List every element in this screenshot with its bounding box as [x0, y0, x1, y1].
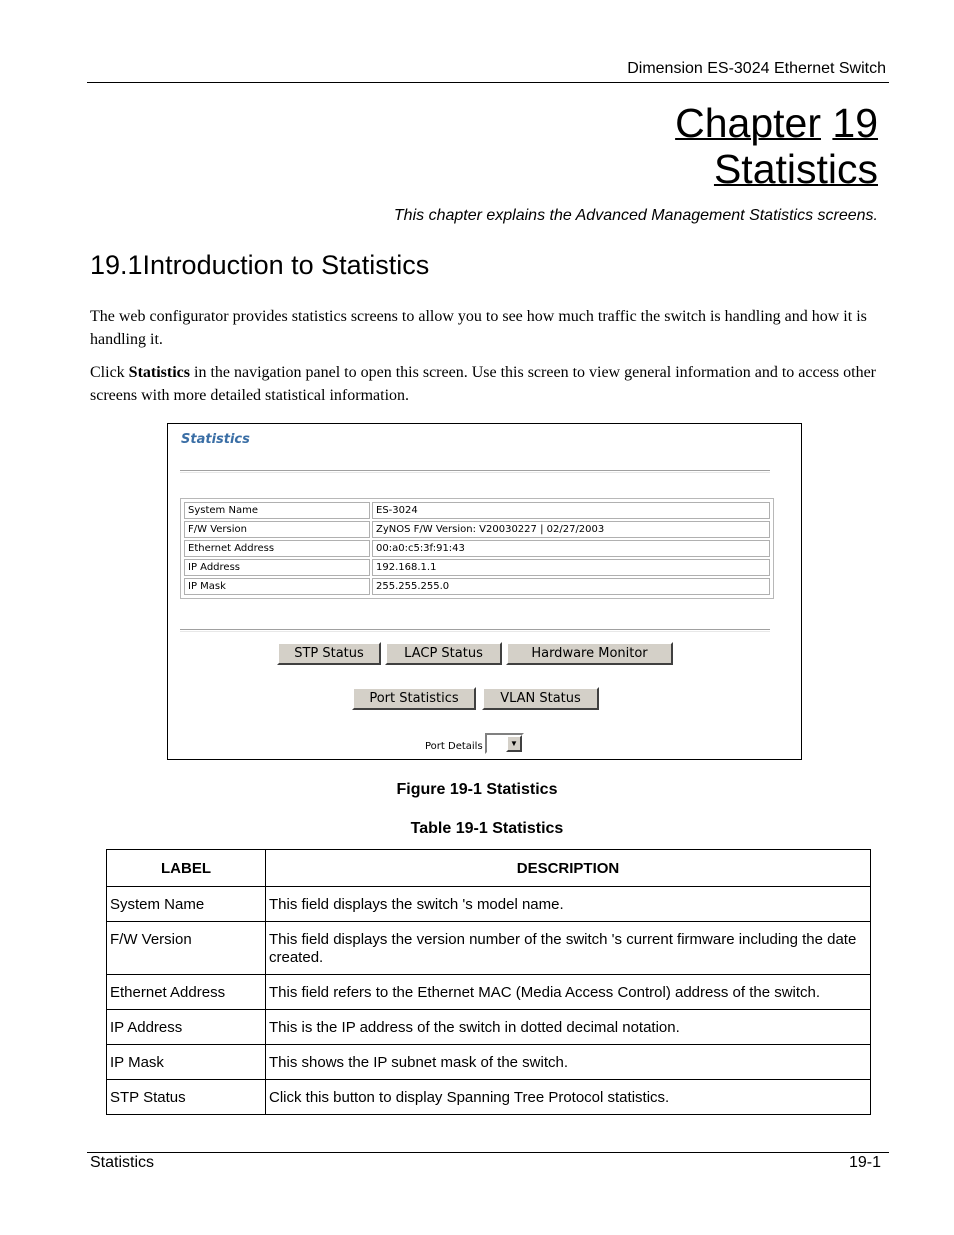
paragraph-1: The web configurator provides statistics screens to allow you to see how much traffic the switch is handling and how it is handling it. [90, 308, 867, 348]
row-label: Ethernet Address [107, 975, 266, 1010]
info-value: 192.168.1.1 [372, 559, 770, 576]
screen-title: Statistics [181, 432, 250, 447]
divider [180, 629, 770, 631]
page-number: 19-1 [848, 1154, 881, 1171]
paragraph-2 [90, 361, 880, 407]
row-label: STP Status [107, 1080, 266, 1115]
info-label: F/W Version [184, 521, 370, 538]
figure-caption: Figure 19-1 Statistics [396, 781, 558, 798]
paragraph-2-end: in the navigation panel to open this screen. Use this screen to view general information and to access other screens with more detailed statistical information. [90, 364, 877, 404]
row-label: IP Address [107, 1010, 266, 1045]
stp-status-button[interactable]: STP Status [277, 642, 381, 665]
info-label: Ethernet Address [184, 540, 370, 557]
table-row [107, 922, 871, 975]
vlan-status-button[interactable]: VLAN Status [482, 687, 599, 710]
table-row [107, 975, 871, 1010]
chevron-down-icon[interactable]: ▼ [506, 735, 522, 752]
info-value: 00:a0:c5:3f:91:43 [372, 540, 770, 557]
info-value: ZyNOS F/W Version: V20030227 | 02/27/2003 [372, 521, 770, 538]
info-row-fw-version [184, 521, 770, 538]
chapter-heading [675, 100, 878, 192]
row-description: This is the IP address of the switch in dotted decimal notation. [266, 1010, 871, 1045]
row-description: This shows the IP subnet mask of the switch. [266, 1045, 871, 1080]
footer-chapter-name: Statistics [90, 1154, 155, 1171]
port-details-select[interactable] [485, 733, 524, 754]
info-row-system-name [184, 502, 770, 519]
port-details-label: Port Details [425, 741, 483, 752]
table-header-row [107, 850, 871, 887]
statistics-link-text: Statistics [128, 364, 190, 381]
column-header-label: LABEL [107, 850, 266, 887]
info-row-ethernet-address [184, 540, 770, 557]
hardware-monitor-button[interactable]: Hardware Monitor [506, 642, 673, 665]
chapter-number: 19 [832, 100, 878, 146]
lacp-status-button[interactable]: LACP Status [385, 642, 502, 665]
statistics-screenshot [167, 423, 802, 760]
table-row [107, 1080, 871, 1115]
row-description: This field displays the version number of the switch 's current firmware including the date created. [266, 922, 871, 975]
header-rule [87, 82, 889, 83]
info-value: 255.255.255.0 [372, 578, 770, 595]
running-header: Dimension ES-3024 Ethernet Switch [627, 60, 886, 77]
info-label: IP Address [184, 559, 370, 576]
chapter-word: Chapter [675, 100, 821, 146]
column-header-description: DESCRIPTION [266, 850, 871, 887]
info-row-ip-mask [184, 578, 770, 595]
section-title: 19.1Introduction to Statistics [90, 250, 430, 280]
table-caption: Table 19-1 Statistics [410, 820, 564, 837]
port-statistics-button[interactable]: Port Statistics [352, 687, 476, 710]
footer-rule [87, 1152, 889, 1153]
row-description: This field refers to the Ethernet MAC (Media Access Control) address of the switch. [266, 975, 871, 1010]
chapter-name: Statistics [713, 146, 878, 192]
table-row [107, 1010, 871, 1045]
info-label: IP Mask [184, 578, 370, 595]
paragraph-2-start: Click [90, 364, 129, 381]
row-label: F/W Version [107, 922, 266, 975]
row-label: System Name [107, 887, 266, 922]
table-row [107, 1045, 871, 1080]
row-label: IP Mask [107, 1045, 266, 1080]
row-description: This field displays the switch 's model name. [266, 887, 871, 922]
info-value: ES-3024 [372, 502, 770, 519]
divider [180, 470, 770, 472]
info-label: System Name [184, 502, 370, 519]
row-description: Click this button to display Spanning Tree Protocol statistics. [266, 1080, 871, 1115]
chapter-intro: This chapter explains the Advanced Management Statistics screens. [393, 207, 878, 224]
info-table [180, 498, 774, 599]
info-row-ip-address [184, 559, 770, 576]
table-row [107, 887, 871, 922]
description-table [106, 849, 871, 1115]
